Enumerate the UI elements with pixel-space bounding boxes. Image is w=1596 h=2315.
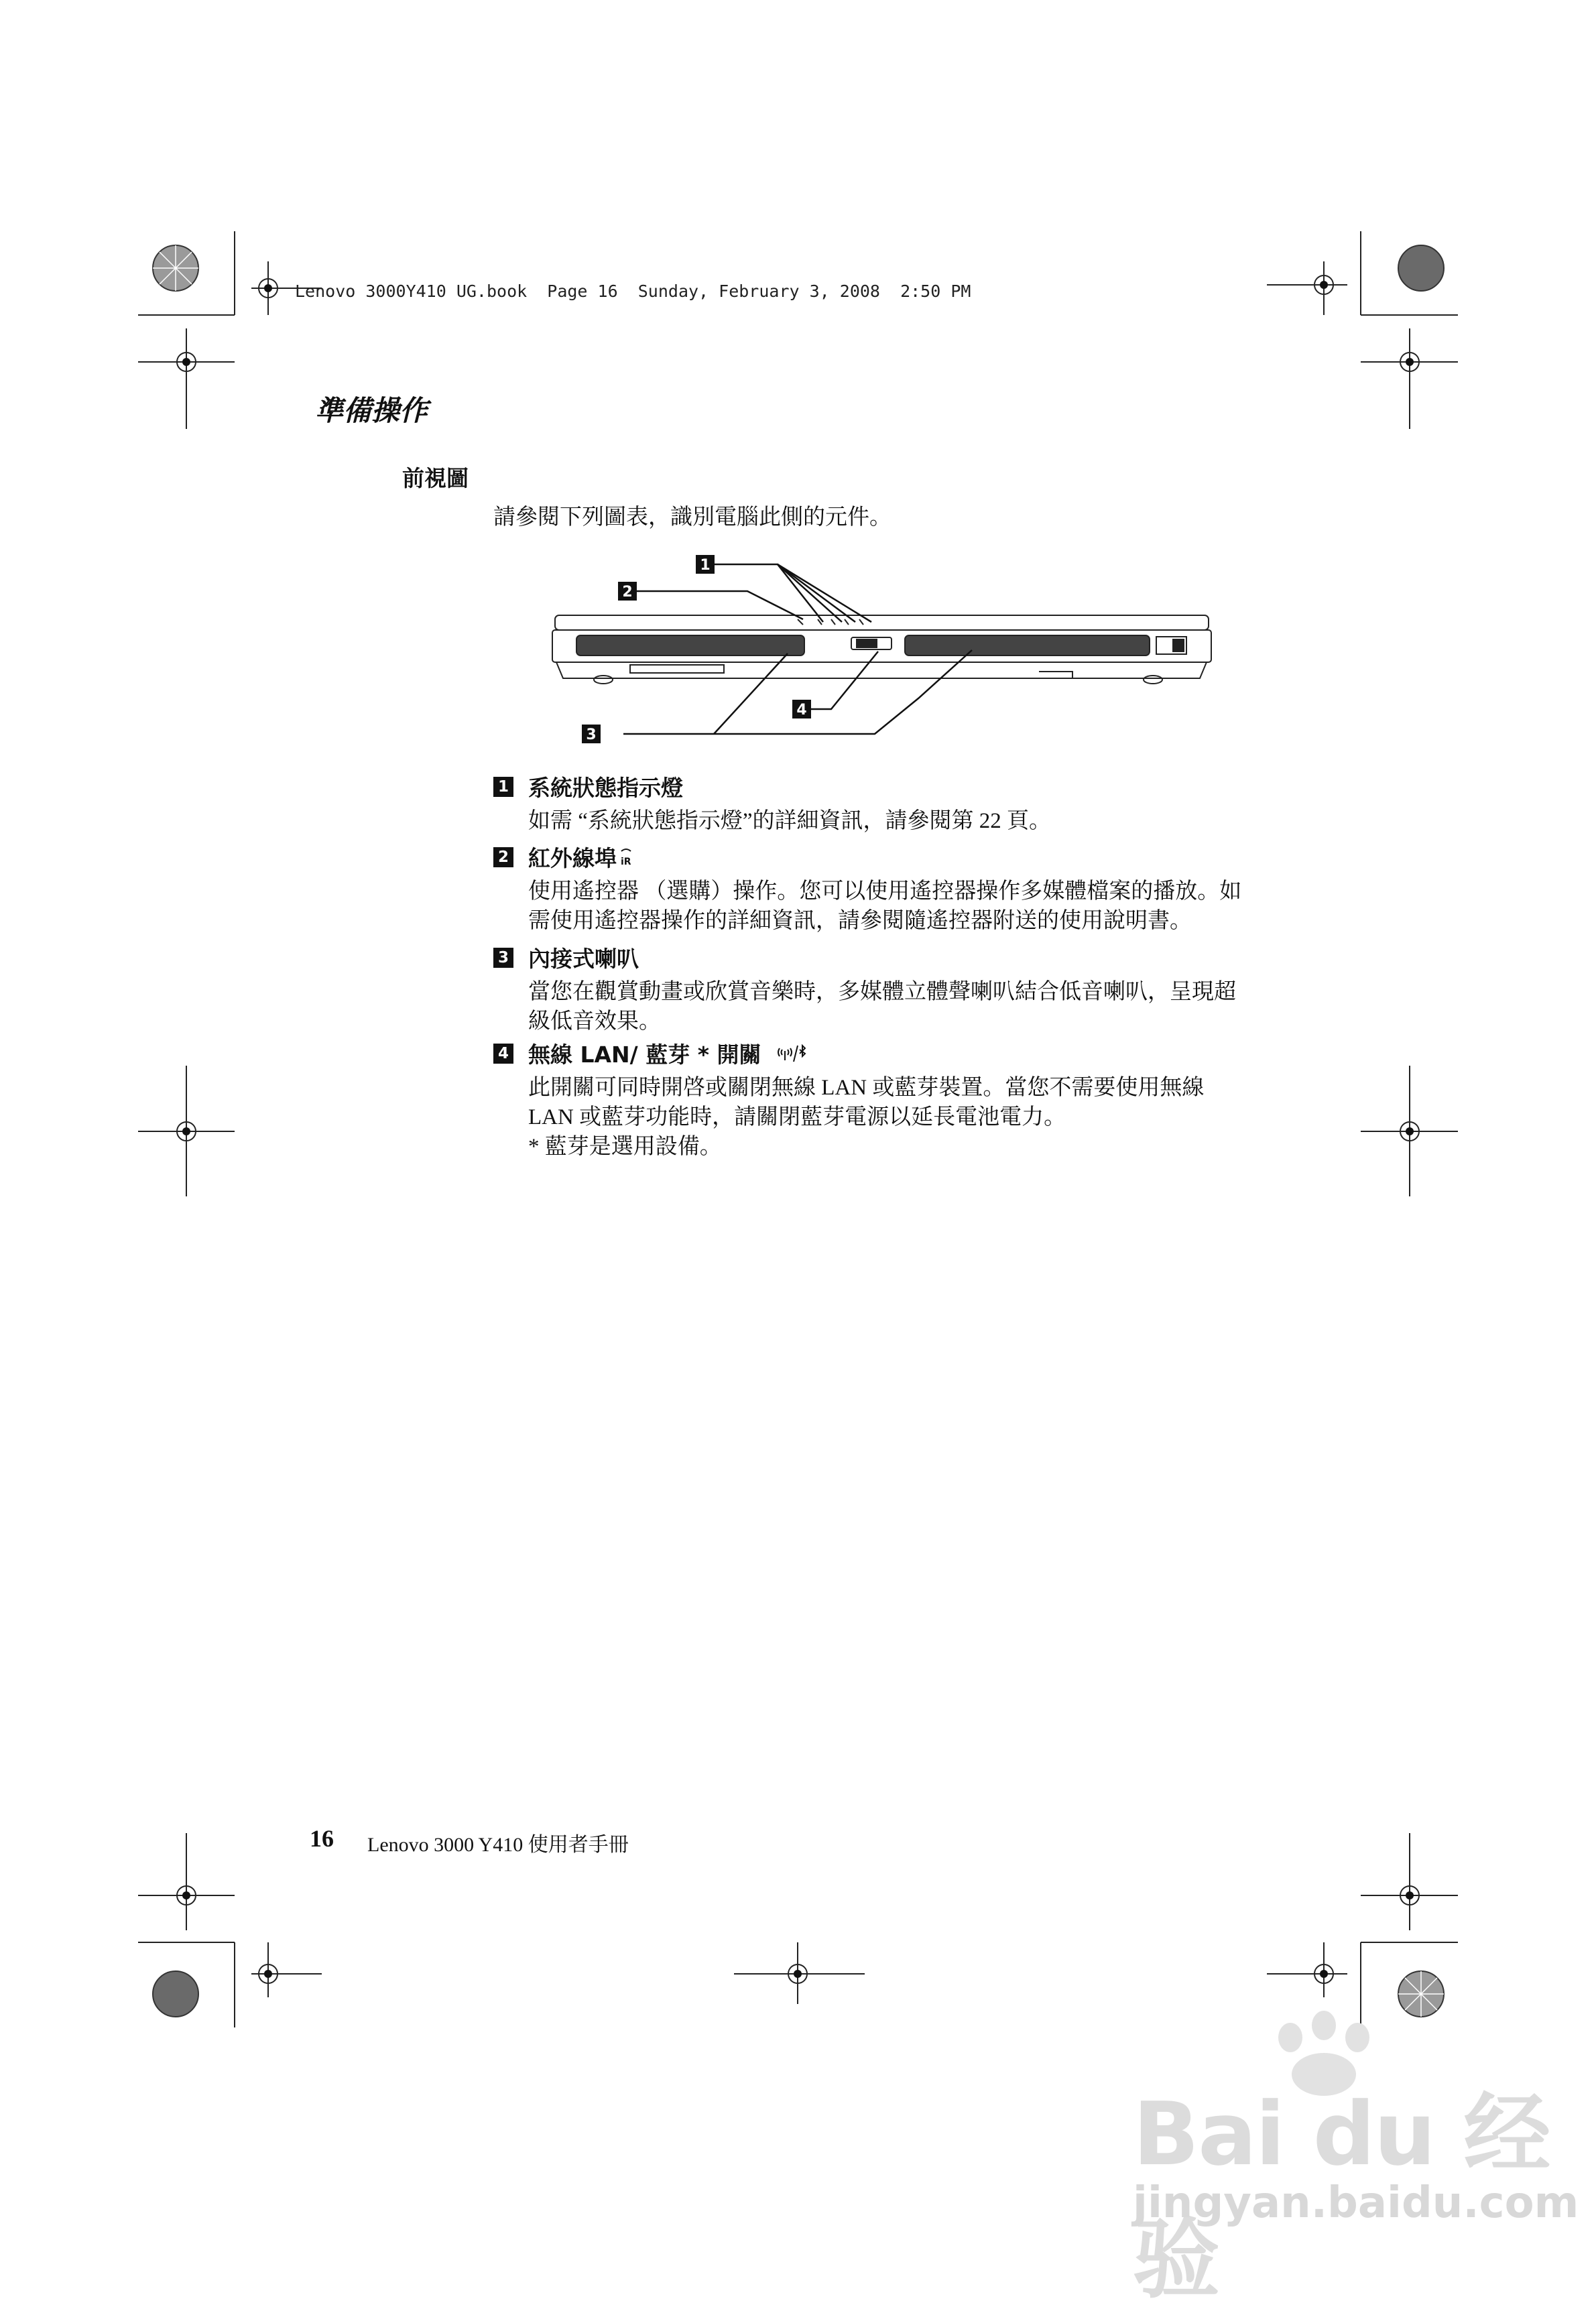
intro-text: 請參閱下列圖表，識別電腦此側的元件。	[493, 505, 892, 529]
item-text-line: LAN 或藍芽功能時，請關閉藍芽電源以延長電池電力。	[528, 1105, 1066, 1129]
callout-label-2: 2	[622, 584, 633, 601]
item-number-badge: 2	[493, 847, 513, 867]
watermark-url: jingyan.baidu.com	[1133, 2178, 1579, 2228]
section-title: 準備操作	[315, 394, 428, 427]
item-number-badge: 4	[493, 1044, 513, 1064]
item-text-line: 當您在觀賞動畫或欣賞音樂時，多媒體立體聲喇叭結合低音喇叭，呈現超	[528, 980, 1236, 1004]
book-header: Lenovo 3000Y410 UG.book Page 16 Sunday, February 3, 2008 2:50 PM	[295, 281, 971, 301]
item-text-line: 級低音效果。	[528, 1009, 661, 1034]
item-footnote: * 藍芽是選用設備。	[528, 1135, 722, 1159]
item-number-badge: 1	[493, 777, 513, 797]
callout-label-4: 4	[796, 702, 807, 718]
item-number-badge: 3	[493, 948, 513, 968]
wireless-bluetooth-icon	[776, 1043, 808, 1064]
item-text-line: 此開關可同時開啓或關閉無線 LAN 或藍芽裝置。當您不需要使用無線	[528, 1076, 1205, 1100]
item-speakers	[493, 942, 1271, 1036]
watermark-logo-text: Bai du 经验	[1133, 2083, 1550, 2310]
callout-label-1: 1	[700, 557, 711, 574]
item-title: 紅外線埠	[528, 845, 617, 871]
laptop-front-diagram	[536, 550, 1227, 751]
item-title: 系統狀態指示燈	[528, 775, 683, 801]
subsection-title: 前視圖	[402, 465, 469, 491]
item-system-status	[493, 771, 1271, 836]
item-title: 內接式喇叭	[528, 946, 639, 972]
callout-label-3: 3	[586, 727, 597, 743]
item-wireless-switch	[493, 1038, 1271, 1162]
item-title: 無線 LAN/ 藍芽 * 開關	[528, 1042, 761, 1068]
item-text-line: 如需 “系統狀態指示燈”的詳細資訊，請參閱第 22 頁。	[528, 809, 1052, 833]
page-number: 16	[310, 1825, 334, 1852]
svg-text:iR: iR	[621, 856, 631, 867]
item-text-line: 需使用遙控器操作的詳細資訊，請參閱隨遙控器附送的使用說明書。	[528, 909, 1192, 933]
item-infrared-port	[493, 841, 1271, 936]
infrared-icon	[619, 847, 633, 867]
item-text-line: 使用遙控器 （選購）操作。您可以使用遙控器操作多媒體檔案的播放。如	[528, 879, 1242, 903]
footer-title: Lenovo 3000 Y410 使用者手冊	[367, 1834, 629, 1856]
